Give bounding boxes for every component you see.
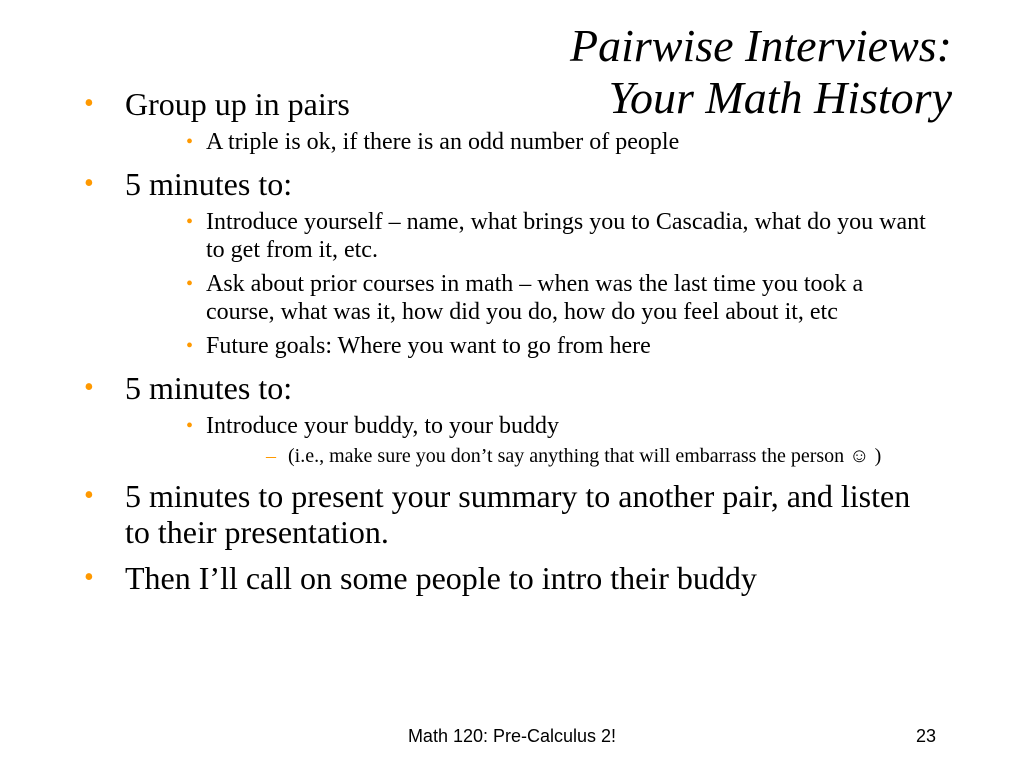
bullet-text: Group up in pairs <box>125 86 350 122</box>
bullet-icon: • <box>186 131 194 153</box>
sub-bullet-text: A triple is ok, if there is an odd number of people <box>206 129 680 155</box>
bullet-text: Then I’ll call on some people to intro their buddy <box>125 560 757 596</box>
sub-bullet-item <box>175 270 934 326</box>
bullet-item <box>84 166 934 360</box>
bullet-item <box>84 86 934 156</box>
bullet-text: 5 minutes to: <box>125 370 293 406</box>
footer-course-title: Math 120: Pre-Calculus 2! <box>407 726 617 746</box>
bullet-icon: • <box>186 273 194 295</box>
sub-sub-bullet-list <box>206 444 934 468</box>
sub-bullet-item <box>175 208 934 264</box>
bullet-icon: • <box>186 211 194 233</box>
bullet-icon: • <box>186 335 194 357</box>
bullet-icon: • <box>186 415 194 437</box>
bullet-icon: • <box>84 168 94 199</box>
bullet-item <box>84 370 934 468</box>
sub-bullet-item <box>175 412 934 468</box>
bullet-item <box>84 478 934 550</box>
sub-bullet-text: Ask about prior courses in math – when was the last time you took a course, what was it, how did you do, how do you feel about it, etc <box>206 271 864 325</box>
sub-bullet-list <box>125 208 934 360</box>
dash-icon: – <box>266 445 276 467</box>
sub-bullet-list <box>125 412 934 468</box>
sub-bullet-text: Future goals: Where you want to go from here <box>206 333 651 359</box>
sub-sub-bullet-item <box>263 444 934 468</box>
sub-bullet-list <box>125 128 934 156</box>
bullet-icon: • <box>84 480 94 511</box>
slide-body <box>84 86 934 596</box>
bullet-item <box>84 560 934 596</box>
sub-bullet-item <box>175 332 934 360</box>
sub-bullet-text: Introduce your buddy, to your buddy <box>206 413 560 439</box>
sub-sub-bullet-text: (i.e., make sure you don’t say anything that will embarrass the person ☺ ) <box>288 445 882 467</box>
slide-title-line-2: Your Math History <box>608 72 952 123</box>
bullet-icon: • <box>84 88 94 119</box>
bullet-text: 5 minutes to: <box>125 166 293 202</box>
sub-bullet-text: Introduce yourself – name, what brings you to Cascadia, what do you want to get from it, etc. <box>206 209 926 263</box>
bullet-list <box>84 86 934 596</box>
slide-title-line-1: Pairwise Interviews: <box>570 20 952 71</box>
sub-bullet-item <box>175 128 934 156</box>
slide-page-number: 23 <box>915 726 936 746</box>
bullet-icon: • <box>84 372 94 403</box>
bullet-icon: • <box>84 562 94 593</box>
bullet-text: 5 minutes to present your summary to another pair, and listen to their presentation. <box>125 478 911 550</box>
